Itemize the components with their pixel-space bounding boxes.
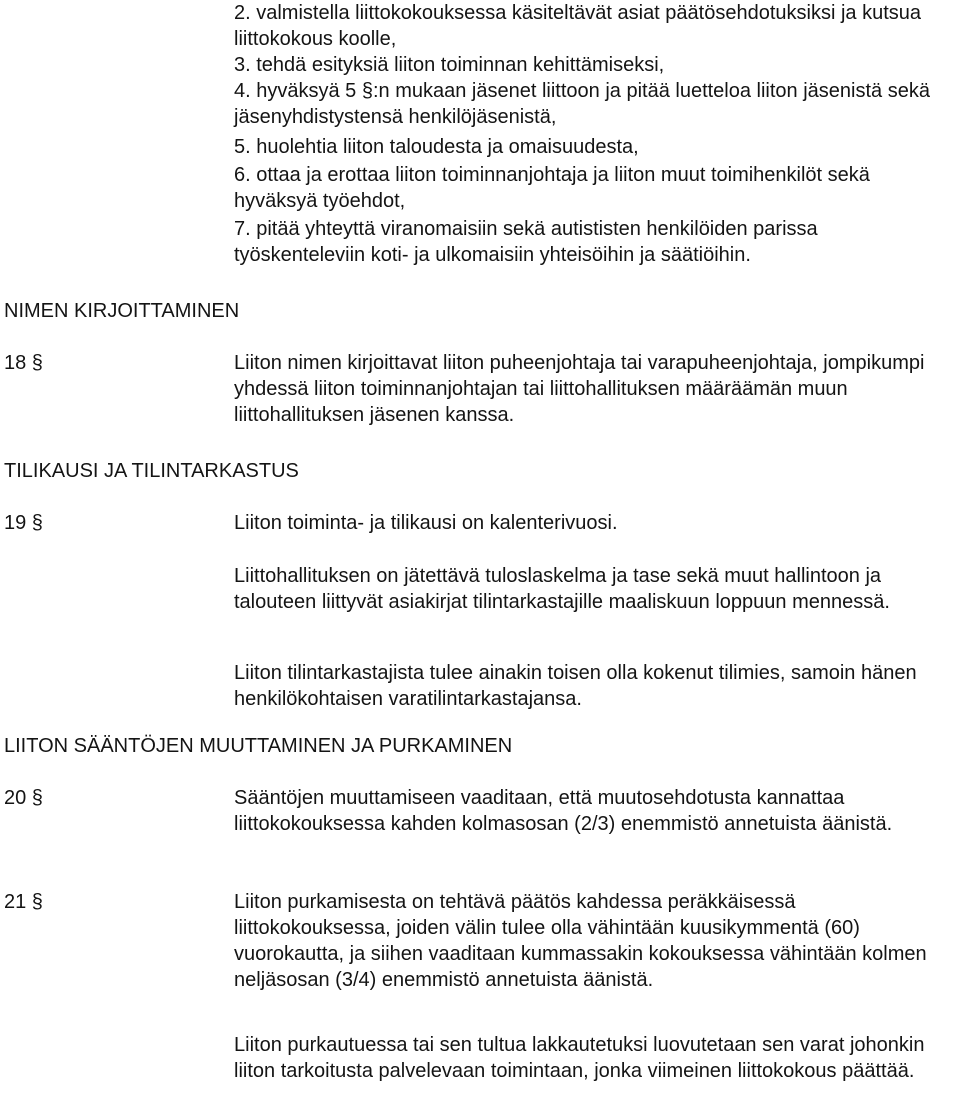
section-number-18: 18 § (4, 352, 43, 374)
list-item-7: 7. pitää yhteyttä viranomaisiin sekä autististen henkilöiden parissa työskenteleviin koti- ja ulkomaisiin yhteisöihin ja säätiöihin. (234, 218, 818, 266)
section-number-21: 21 § (4, 891, 43, 913)
heading-nimen-kirjoittaminen: NIMEN KIRJOITTAMINEN (4, 300, 240, 322)
heading-saantojen-muuttaminen: LIITON SÄÄNTÖJEN MUUTTAMINEN JA PURKAMINEN (4, 735, 513, 757)
section-21-paragraph-1: Liiton purkamisesta on tehtävä päätös kahdessa peräkkäisessä liittokokouksessa, joiden välin tulee olla vähintään kuusikymmentä (60) vuorokautta, ja siihen vaaditaan kummassakin kokouksessa vähintään kolmen neljäsosan (3/4) enemmistö annetuista äänistä. (234, 891, 927, 991)
section-18-paragraph: Liiton nimen kirjoittavat liiton puheenjohtaja tai varapuheenjohtaja, jompikumpi yhdessä liiton toiminnanjohtajan tai liittohallituksen määräämän muun liittohallituksen jäsenen kanssa. (234, 352, 925, 426)
section-19-paragraph-1: Liiton toiminta- ja tilikausi on kalenterivuosi. (234, 512, 618, 534)
section-20-paragraph: Sääntöjen muuttamiseen vaaditaan, että muutosehdotusta kannattaa liittokokouksessa kahden kolmasosan (2/3) enemmistö annetuista äänistä. (234, 787, 893, 835)
section-19-paragraph-3: Liiton tilintarkastajista tulee ainakin toisen olla kokenut tilimies, samoin hänen henkilökohtaisen varatilintarkastajansa. (234, 662, 917, 710)
heading-tilikausi: TILIKAUSI JA TILINTARKASTUS (4, 460, 299, 482)
section-number-19: 19 § (4, 512, 43, 534)
section-21-paragraph-2: Liiton purkautuessa tai sen tultua lakkautetuksi luovutetaan sen varat johonkin liiton tarkoitusta palvelevaan toimintaan, jonka viimeinen liittokokous päättää. (234, 1034, 925, 1082)
section-19-paragraph-2: Liittohallituksen on jätettävä tuloslaskelma ja tase sekä muut hallintoon ja talouteen liittyvät asiakirjat tilintarkastajille maaliskuun loppuun mennessä. (234, 565, 890, 613)
list-item-6: 6. ottaa ja erottaa liiton toiminnanjohtaja ja liiton muut toimihenkilöt sekä hyväksyä työehdot, (234, 164, 870, 212)
list-item-5: 5. huolehtia liiton taloudesta ja omaisuudesta, (234, 136, 639, 158)
list-item-4: 4. hyväksyä 5 §:n mukaan jäsenet liittoon ja pitää luetteloa liiton jäsenistä sekä jäsenyhdistystensä henkilöjäsenistä, (234, 80, 930, 128)
list-item-2: 2. valmistella liittokokouksessa käsiteltävät asiat päätösehdotuksiksi ja kutsua liittokokous koolle, (234, 2, 922, 50)
section-number-20: 20 § (4, 787, 43, 809)
list-item-3: 3. tehdä esityksiä liiton toiminnan kehittämiseksi, (234, 54, 665, 76)
